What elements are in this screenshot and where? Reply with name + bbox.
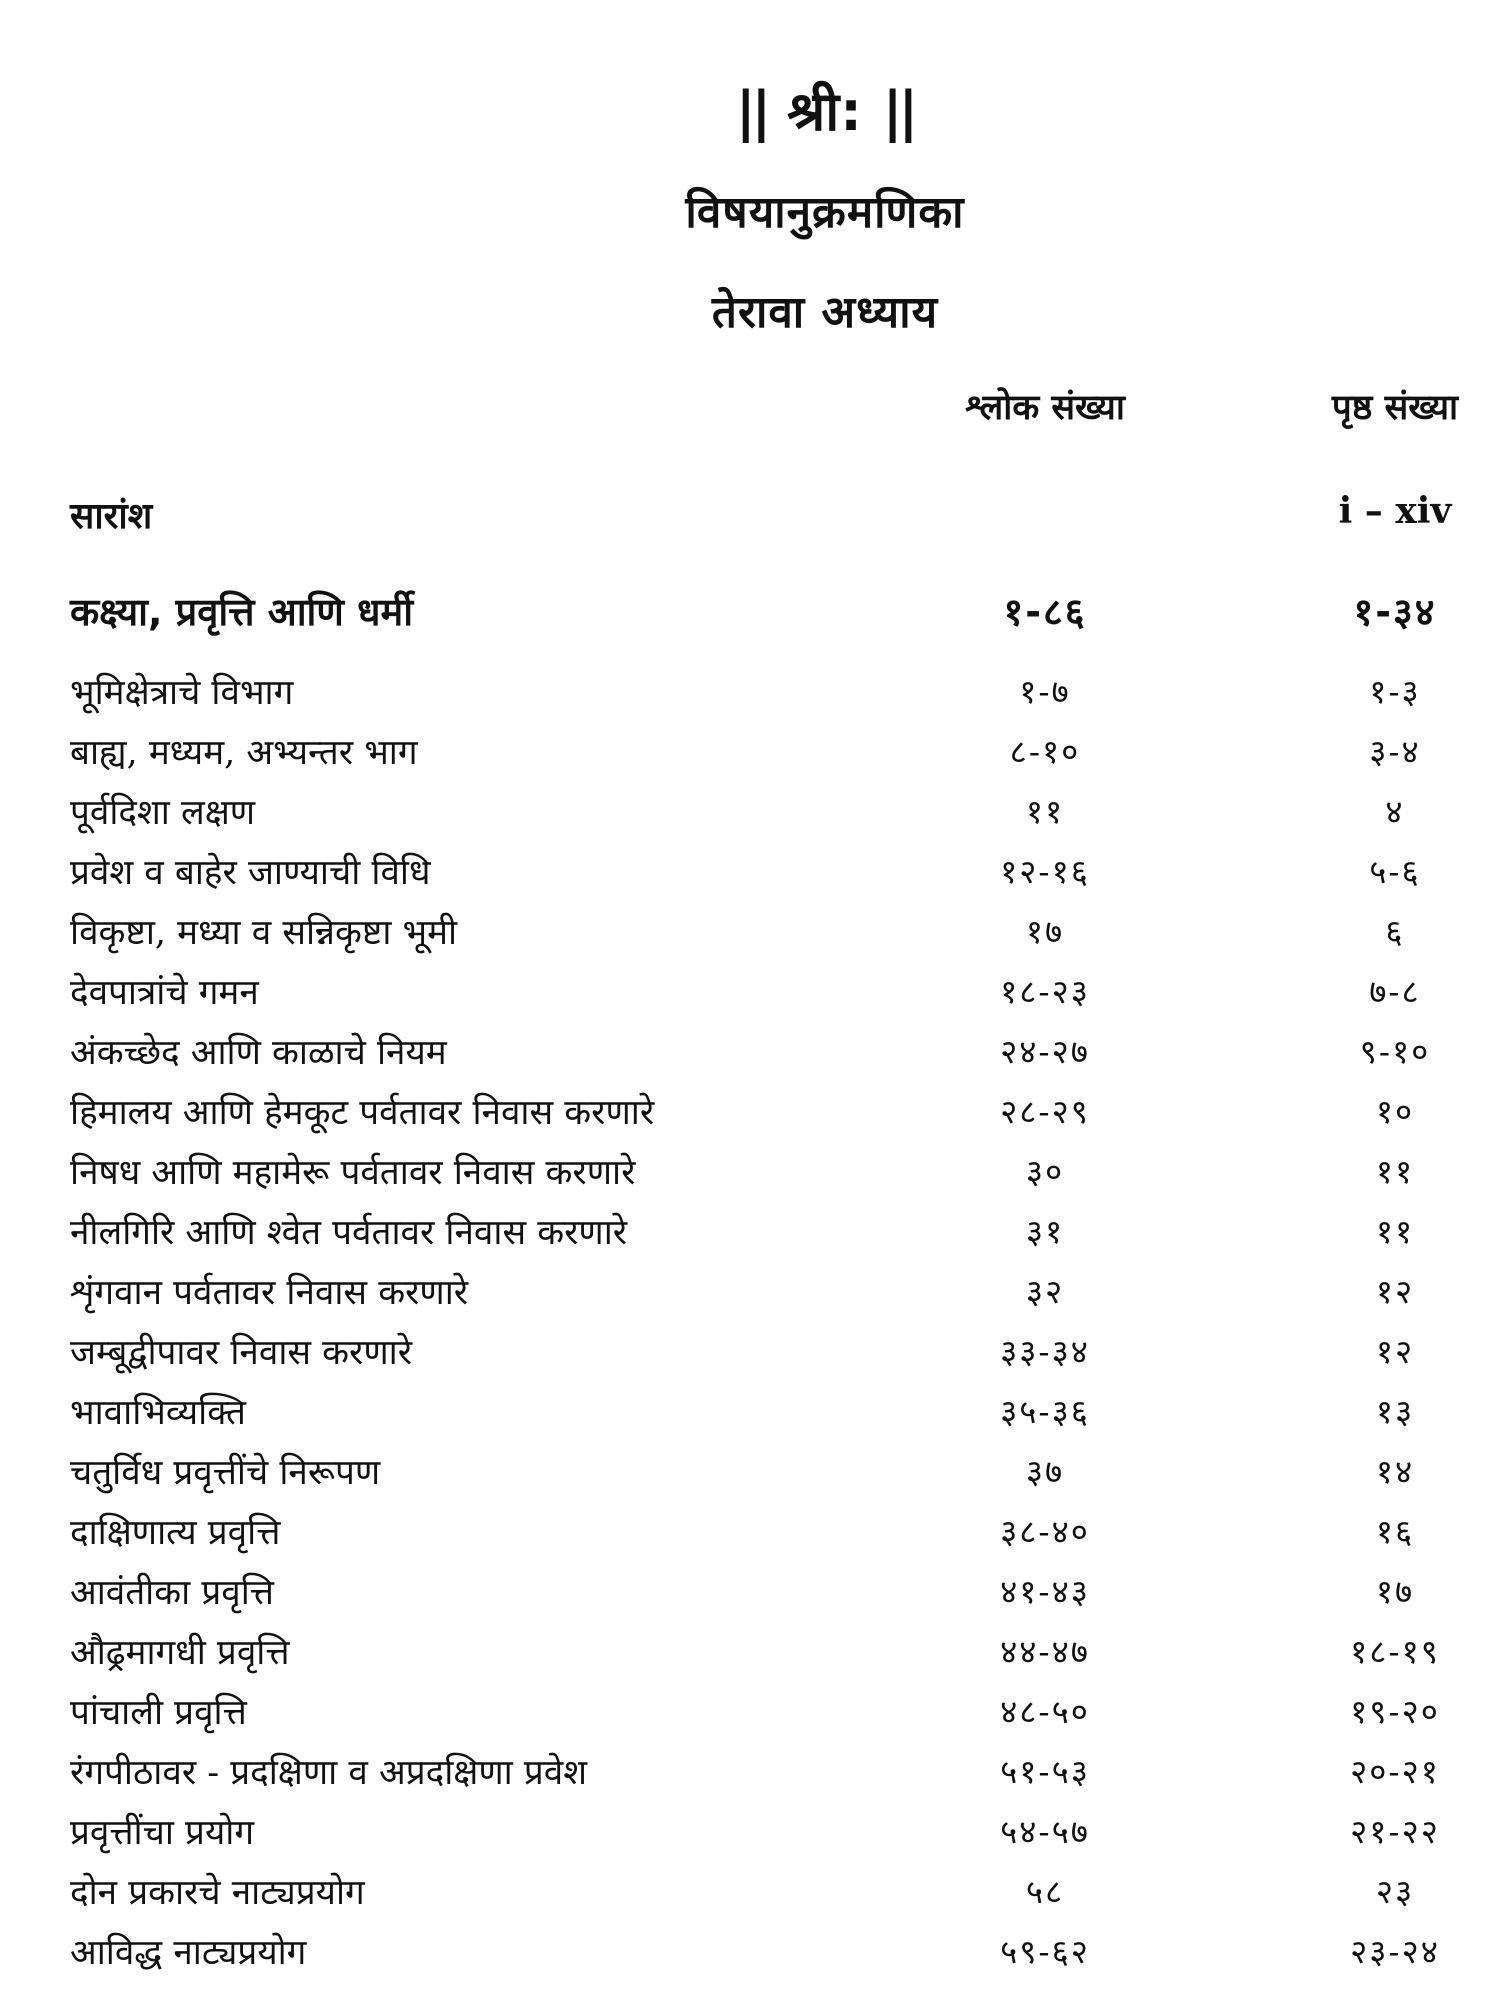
toc-row-label: भावाभिव्यक्ति (70, 1393, 246, 1433)
toc-row (0, 1268, 1500, 1326)
toc-row (0, 968, 1500, 1026)
toc-row-page: २३-२४ (1350, 1932, 1440, 1971)
toc-row-label: आवंतीका प्रवृत्ति (70, 1573, 274, 1613)
toc-row-label: निषध आणि महामेरू पर्वतावर निवास करणारे (70, 1153, 636, 1193)
chapter-title: तेरावा अध्याय (711, 287, 939, 338)
toc-row-label: देवपात्रांचे गमन (70, 973, 259, 1013)
toc-row-shloka: ५९-६२ (1000, 1932, 1090, 1971)
toc-row-page: ६ (1385, 912, 1405, 951)
toc-row-label: रंगपीठावर - प्रदक्षिणा व अप्रदक्षिणा प्रवेश (70, 1753, 588, 1793)
toc-row-page: ११ (1375, 1212, 1415, 1251)
toc-row-shloka: ८-१० (1009, 732, 1081, 771)
toc-row-shloka: ३० (1025, 1152, 1065, 1191)
toc-row-page: २०-२१ (1350, 1752, 1440, 1791)
toc-row-shloka: ५४-५७ (1000, 1812, 1090, 1851)
toc-row (0, 1508, 1500, 1566)
toc-row-label: दोन प्रकारचे नाट्यप्रयोग (70, 1873, 365, 1913)
toc-row-page: ७-८ (1369, 972, 1421, 1011)
toc-row-shloka: १७ (1025, 912, 1065, 951)
toc-row-shloka: ४१-४३ (1000, 1572, 1090, 1611)
toc-row-shloka: ५८ (1025, 1872, 1065, 1911)
toc-row (0, 1808, 1500, 1866)
toc-row-label: पूर्वदिशा लक्षण (70, 793, 256, 833)
toc-row-page: १० (1375, 1092, 1415, 1131)
toc-row-page: ५-६ (1369, 852, 1421, 891)
invocation-heading (0, 72, 1500, 146)
column-header-page: पृष्ठ संख्या (1331, 388, 1459, 428)
toc-row (0, 1688, 1500, 1746)
toc-row (0, 1328, 1500, 1386)
page-title: विषयानुक्रमणिका (685, 187, 965, 238)
toc-row (0, 668, 1500, 726)
toc-row-label: दाक्षिणात्य प्रवृत्ति (70, 1513, 281, 1553)
toc-row-label: जम्बूद्वीपावर निवास करणारे (70, 1333, 413, 1373)
toc-row-shloka: १८-२३ (1000, 972, 1090, 1011)
toc-row-label: हिमालय आणि हेमकूट पर्वतावर निवास करणारे (70, 1093, 655, 1133)
toc-row-label: शृंगवान पर्वतावर निवास करणारे (70, 1273, 469, 1313)
toc-row (0, 1628, 1500, 1686)
toc-row-page: १९-२० (1350, 1692, 1440, 1731)
toc-row-shloka: ४४-४७ (1000, 1632, 1090, 1671)
toc-row-shloka: १२-१६ (1000, 852, 1090, 891)
section-row (0, 585, 1500, 643)
toc-row (0, 1448, 1500, 1506)
toc-row (0, 1148, 1500, 1206)
toc-row-page: १२ (1375, 1332, 1415, 1371)
toc-row-label: आविद्ध नाट्यप्रयोग (70, 1933, 307, 1973)
double-danda-left: || (735, 80, 768, 143)
toc-row-label: अंकच्छेद आणि काळाचे नियम (70, 1033, 447, 1073)
toc-row-shloka: ३३-३४ (1000, 1332, 1090, 1371)
section-page: १-३४ (1353, 590, 1437, 634)
toc-row (0, 1748, 1500, 1806)
toc-row (0, 848, 1500, 906)
summary-label: सारांश (70, 496, 153, 537)
toc-row-label: चतुर्विध प्रवृत्तींचे निरूपण (70, 1453, 381, 1493)
toc-row-page: १-३ (1369, 672, 1421, 711)
summary-row (0, 490, 1500, 548)
toc-row (0, 788, 1500, 846)
toc-row-label: नीलगिरि आणि श्वेत पर्वतावर निवास करणारे (70, 1213, 628, 1253)
toc-row (0, 1568, 1500, 1626)
toc-row (0, 728, 1500, 786)
double-danda-right: || (882, 80, 915, 143)
toc-row-label: बाह्य, मध्यम, अभ्यन्तर भाग (70, 733, 418, 773)
toc-row-shloka: १-७ (1019, 672, 1071, 711)
toc-row-shloka: ३८-४० (1000, 1512, 1090, 1551)
toc-row-shloka: ४८-५० (1000, 1692, 1090, 1731)
toc-row-page: ९-१० (1359, 1032, 1431, 1071)
toc-row-shloka: ५१-५३ (1000, 1752, 1090, 1791)
toc-row-page: १३ (1375, 1392, 1415, 1431)
toc-row-shloka: ३१ (1025, 1212, 1065, 1251)
toc-row-label: विकृष्टा, मध्या व सन्निकृष्टा भूमी (70, 913, 458, 953)
toc-row-shloka: ३२ (1025, 1272, 1065, 1311)
toc-row (0, 1088, 1500, 1146)
toc-row-page: १६ (1375, 1512, 1415, 1551)
invocation-text: श्री: (787, 80, 863, 143)
toc-row-label: प्रवृत्तींचा प्रयोग (70, 1813, 255, 1853)
toc-row-label: प्रवेश व बाहेर जाण्याची विधि (70, 853, 431, 893)
toc-row-page: ४ (1385, 792, 1405, 831)
toc-row-shloka: ११ (1025, 792, 1065, 831)
section-label: कक्ष्या, प्रवृत्ति आणि धर्मी (70, 590, 414, 634)
column-header-shloka: श्लोक संख्या (965, 388, 1125, 428)
toc-row-shloka: ३७ (1025, 1452, 1065, 1491)
toc-row-shloka: २४-२७ (1000, 1032, 1090, 1071)
toc-row-page: ११ (1375, 1152, 1415, 1191)
toc-row-page: ३-४ (1369, 732, 1421, 771)
toc-row (0, 1928, 1500, 1986)
summary-page: i – xiv (1338, 490, 1452, 532)
toc-row-page: १४ (1375, 1452, 1415, 1491)
toc-row-label: औढ्रमागधी प्रवृत्ति (70, 1633, 290, 1673)
toc-row-shloka: ३५-३६ (1000, 1392, 1090, 1431)
toc-row-page: १७ (1375, 1572, 1415, 1611)
toc-row (0, 1028, 1500, 1086)
toc-row-shloka: २८-२९ (1000, 1092, 1090, 1131)
toc-row (0, 1868, 1500, 1926)
toc-row-page: १२ (1375, 1272, 1415, 1311)
toc-row-page: १८-१९ (1350, 1632, 1440, 1671)
section-shloka: १-८६ (1003, 590, 1087, 634)
toc-row-page: २१-२२ (1350, 1812, 1440, 1851)
toc-row-page: २३ (1375, 1872, 1415, 1911)
toc-row (0, 1388, 1500, 1446)
toc-row-label: भूमिक्षेत्राचे विभाग (70, 673, 294, 713)
toc-row (0, 1208, 1500, 1266)
toc-row (0, 908, 1500, 966)
toc-row-label: पांचाली प्रवृत्ति (70, 1693, 247, 1733)
